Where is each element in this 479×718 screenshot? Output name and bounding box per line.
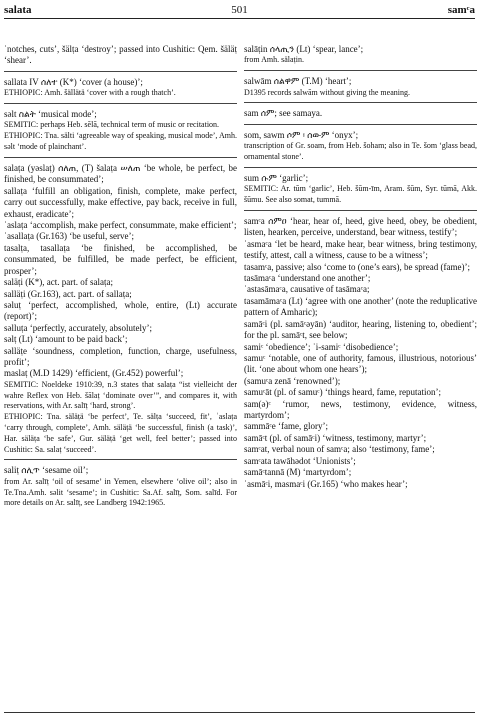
entry-line: sallaṭa ‘fulfill an obligation, finish, complete, make perfect, carry out successfully, make effective, pay back, receive in full, exhaust, eradicate’;	[4, 185, 237, 219]
dictionary-entry	[244, 216, 477, 490]
entry-line: SEMITIC: Noeldeke 1910:39, n.3 states that salaṭa “ist vielleicht der wahre Reflex von Heb. šālaṭ ‘dominate over’”, and compares it, with reservations, with Ar. salīṭ ‘hard, strong’.	[4, 379, 237, 411]
entry-line: ETHIOPIC: Amh. šällätä ‘cover with a rough thatch’.	[4, 88, 176, 98]
entry-divider	[4, 459, 237, 460]
entry-divider	[244, 210, 477, 211]
entry-line: ETHIOPIC: Tna. sälti ‘agreeable way of speaking, musical mode’, Amh. səlt ‘mode of plainchant’.	[4, 131, 237, 152]
entry-line: səlläṭe ‘soundness, completion, function, charge, usefulness, profit’;	[4, 345, 237, 368]
running-head-left: salata	[4, 4, 32, 16]
entry-line: saläṭi (K*), act. part. of salaṭa;	[4, 277, 113, 288]
entry-line: samuᶜāt (pl. of samuᶜ) ‘things heard, fame, reputation’;	[244, 387, 442, 398]
dictionary-entry	[244, 76, 477, 98]
entry-headword-line: səlt ስልት ‘musical mode’;	[4, 109, 97, 120]
entry-line: ʾastasāmaᶜa, causative of tasāmaᶜa;	[244, 284, 370, 295]
page-number: 501	[231, 4, 248, 16]
entry-line: samāᶜtannā (M) ‘martyrdom’;	[244, 467, 352, 478]
entry-line: ʾaslaṭa ‘accomplish, make perfect, consummate, make efficient’;	[4, 219, 237, 230]
entry-line: samᶜat, verbal noun of samᶜa; also ‘testimony, fame’;	[244, 444, 435, 455]
dictionary-entry	[244, 173, 477, 206]
entry-headword-line: saliṭ ሰሊጥ ‘sesame oil’;	[4, 465, 89, 476]
left-column	[4, 44, 237, 509]
entry-headword-line: samᶜa ሰምዐ ‘hear, hear of, heed, give heed, obey, be obedient, listen, hearken, perceive, understand, bear witness, testify’;	[244, 215, 477, 238]
entry-line: D1395 records salwām without giving the meaning.	[244, 87, 410, 97]
dictionary-entry	[4, 77, 237, 99]
dictionary-entry	[4, 109, 237, 153]
dictionary-entry	[4, 44, 237, 67]
entry-line: sam(ə)ᶜ ‘rumor, news, testimony, evidence, witness, martyrdom’;	[244, 398, 477, 421]
entry-headword-line: salwām ሰልዋም (T.M) ‘heart’;	[244, 76, 352, 87]
entry-line: tasalṭa, tasallaṭa ‘be finished, be accomplished, be consummated, be fulfilled, be made perfect, be efficient, prosper’;	[4, 242, 237, 276]
entry-divider	[4, 157, 237, 158]
page-header	[4, 2, 475, 19]
running-head-right: samᶜa	[447, 4, 475, 16]
entry-headword-line: salāṭin ሰላጢን (Lt) ‘spear, lance’;	[244, 44, 364, 54]
entry-line: from Ar. salīṭ ‘oil of sesame’ in Yemen, elsewhere ‘olive oil’; also in Te.Tna.Amh. səlit ‘sesame’; in Cushitic: Sa.Af. salīṭ, Som. salīd. For more details on Ar. salīṭ, see Landberg 1942:1965.	[4, 476, 237, 508]
entry-line: samāᶜi (pl. samāᶜəyān) ‘auditor, hearing, listening to, obedient’; for the pl. samāᶜt, see below;	[244, 318, 477, 341]
entry-headword-line: salaṭa (yəslaṭ) ሰለጠ, (T) šalaṭa ሠለጠ ‘be whole, be perfect, be finished, be consummated’;	[4, 162, 237, 185]
entry-line: SEMITIC: perhaps Heb. sĕlā, technical term of music or recitation.	[4, 120, 220, 130]
entry-line: salläṭi (Gr.163), act. part. of sallaṭa;	[4, 288, 132, 299]
entry-headword-line: sum ሱም ‘garlic’;	[244, 172, 309, 183]
entry-headword-line: ʾnotches, cuts’, šälṭa ‘destroy’; passed into Cushitic: Qem. šäläṭ ‘shear’.	[4, 44, 237, 66]
entry-line: səlluṭa ‘perfectly, accurately, absolutely’;	[4, 322, 153, 333]
entry-line: sammāᶜe ‘fame, glory’;	[244, 421, 329, 432]
entry-divider	[4, 103, 237, 104]
entry-headword-line: sallata IV ሰለተ (K*) ‘cover (a house)’;	[4, 76, 143, 87]
entry-line: maslaṭ (M.D 1429) ‘efficient, (Gr.452) powerful’;	[4, 368, 184, 379]
entry-line: samāᶜt (pl. of samāᶜi) ‘witness, testimony, martyr’;	[244, 432, 427, 443]
entry-line: səlṭ (Lt) ‘amount to be paid back’;	[4, 334, 128, 345]
entry-headword-line: som, sawm ሶም ፡ ሰውም ‘onyx’;	[244, 129, 359, 140]
entry-line: tasamāmaᶜa (Lt) ‘agree with one another’ (note the reduplicative pattern of Amharic);	[244, 295, 477, 318]
entry-line: transcription of Gr. soam, from Heb. šoham; also in Te. šom ‘glass bead, ornamental stone’.	[244, 141, 477, 162]
dictionary-entry	[244, 108, 477, 119]
entry-line: samiᶜ ‘obedience’; ʾi-samiᶜ ‘disobedience’;	[244, 341, 399, 352]
dictionary-entry	[4, 163, 237, 456]
entry-line: from Amh. sälaṭin.	[244, 55, 304, 65]
entry-line: tasāmaᶜa ‘understand one another’;	[244, 273, 371, 283]
entry-divider	[244, 70, 477, 71]
dictionary-entry	[244, 130, 477, 163]
entry-divider	[244, 102, 477, 103]
entry-headword-line: sam ሰም; see samaya.	[244, 108, 323, 119]
right-column	[244, 44, 477, 490]
entry-line: ʾasmaᶜa ‘let be heard, make hear, bear witness, bring testimony, testify, attest, call a witness, cause to be a witness’;	[244, 238, 477, 261]
entry-line: SEMITIC: Ar. tūm ‘garlic’, Heb. šūm-īm, Aram. šūm, Syr. tūmā, Akk. šūmu. See also somat, tummā.	[244, 184, 477, 205]
entry-line: ʾasmāᶜi, masmaᶜi (Gr.165) ‘who makes hear’;	[244, 478, 408, 489]
bottom-rule	[4, 712, 475, 713]
dictionary-entry	[4, 465, 237, 509]
entry-divider	[4, 71, 237, 72]
entry-divider	[244, 167, 477, 168]
entry-divider	[244, 124, 477, 125]
entry-line: samuᶜ ‘notable, one of authority, famous, illustrious, notorious’ (lit. ‘one about whom one hears’);	[244, 352, 477, 375]
dictionary-entry	[244, 44, 477, 66]
entry-line: ʾasallaṭa (Gr.163) ‘be useful, serve’;	[4, 231, 134, 242]
entry-line: (samuᶜa zenā ‘renowned’);	[244, 375, 341, 386]
entry-line: ETHIOPIC: Tna. säläṭä ‘be perfect’, Te. sälṭa ‘succeed, fit’, ʾaslaṭa ‘carry through, complete’, Amh. säläṭä ‘be successful, finish (a task)’, Har. säläṭa ‘be safe’, Gur. säläṭä ‘get well, feel better’; passed into Cushitic: Sa. salaṭ ‘succeed’.	[4, 412, 237, 454]
entry-line: tasamᶜa, passive; also ‘come to (one’s ears), be spread (fame)’;	[244, 261, 470, 272]
entry-line: samᶜata tawāhədot ‘Unionists’;	[244, 455, 356, 466]
entry-line: səluṭ ‘perfect, accomplished, whole, entire, (Lt) accurate (report)’;	[4, 299, 237, 322]
